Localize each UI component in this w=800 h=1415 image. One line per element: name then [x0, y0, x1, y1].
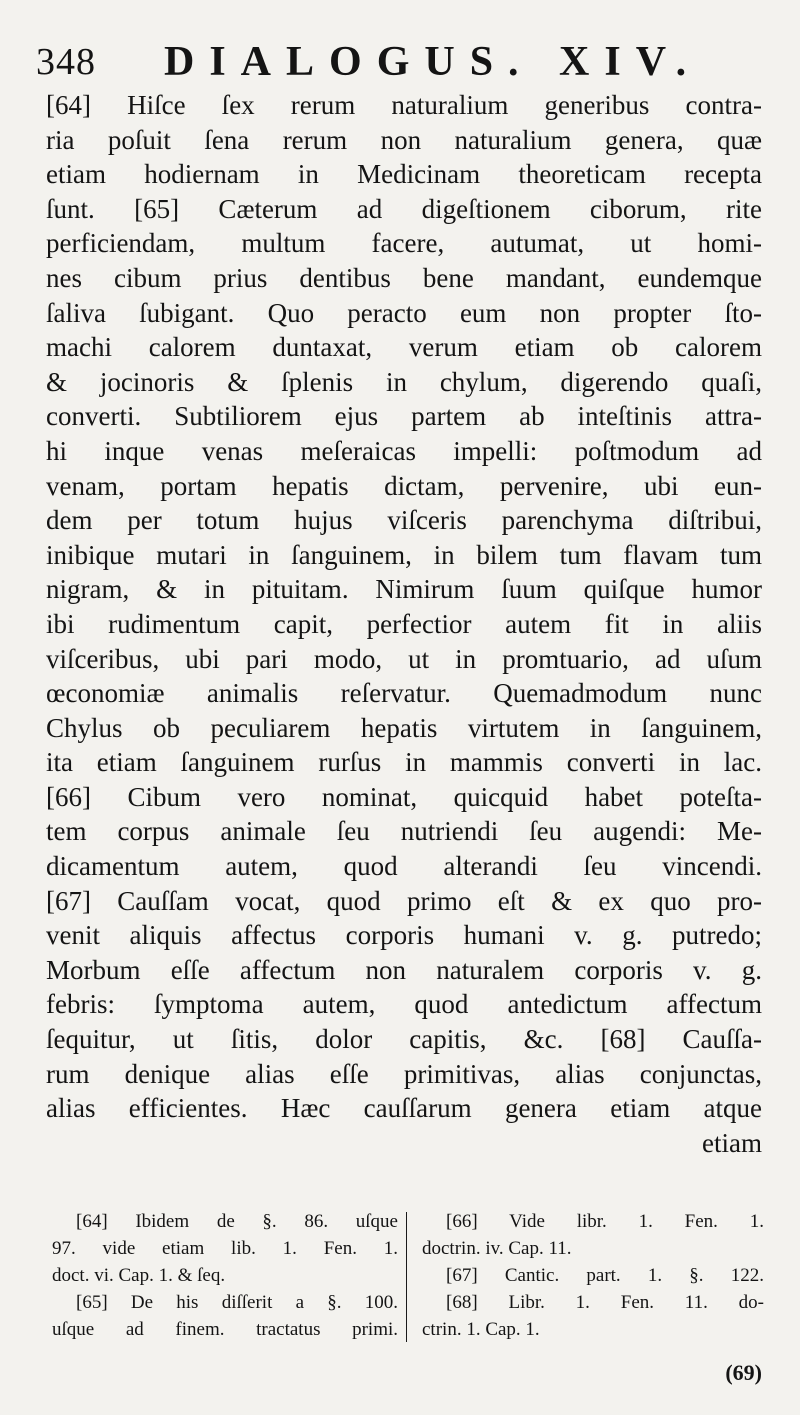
page-header	[36, 38, 756, 88]
footnote-line: [66] Vide libr. 1. Fen. 1.	[446, 1211, 764, 1232]
text-line: alias efficientes. Hæc cauſſarum genera etiam atque	[46, 1093, 762, 1124]
text-line: machi calorem duntaxat, verum etiam ob calorem	[46, 332, 762, 363]
text-line: tem corpus animale ſeu nutriendi ſeu augendi: Me-	[46, 816, 762, 847]
text-line: etiam	[702, 1127, 762, 1158]
text-line: converti. Subtiliorem ejus partem ab inteſtinis attra-	[46, 401, 762, 432]
text-line: ita etiam ſanguinem rurſus in mammis converti in lac.	[46, 747, 762, 778]
text-line: ſunt. [65] Cæterum ad digeſtionem ciborum, rite	[46, 193, 762, 224]
footnote-line: uſque ad finem. tractatus primi.	[52, 1319, 398, 1340]
footnotes	[52, 1208, 764, 1353]
footnote-line: ctrin. 1. Cap. 1.	[422, 1319, 540, 1340]
footnote-line: [64] Ibidem de §. 86. uſque	[76, 1211, 398, 1232]
running-head: DIALOGUS. XIV.	[164, 39, 702, 85]
footnotes-right-column	[422, 1208, 764, 1343]
text-line: œconomiæ animalis reſervatur. Quemadmodum nunc	[46, 678, 762, 709]
text-line: dem per totum hujus viſceris parenchyma diſtribui,	[46, 505, 762, 536]
main-text	[46, 88, 762, 1160]
text-line: dicamentum autem, quod alterandi ſeu vincendi.	[46, 851, 762, 882]
text-line: febris: ſymptoma autem, quod antedictum affectum	[46, 989, 762, 1020]
text-line: nigram, & in pituitam. Nimirum ſuum quiſque humor	[46, 574, 762, 605]
catchword: (69)	[725, 1360, 762, 1385]
footnote-line: [67] Cantic. part. 1. §. 122.	[446, 1265, 764, 1286]
text-line: perficiendam, multum facere, autumat, ut homi-	[46, 228, 762, 259]
footnote-line: 97. vide etiam lib. 1. Fen. 1.	[52, 1238, 398, 1259]
text-line: & jocinoris & ſplenis in chylum, digerendo quaſi,	[46, 366, 762, 397]
text-line: Morbum eſſe affectum non naturalem corporis v. g.	[46, 954, 762, 985]
footnotes-left-column	[52, 1208, 398, 1343]
text-line: hi inque venas meſeraicas impelli: poſtmodum ad	[46, 435, 762, 466]
text-line: ria poſuit ſena rerum non naturalium genera, quæ	[46, 124, 762, 155]
text-line: venam, portam hepatis dictam, pervenire, ubi eun-	[46, 470, 762, 501]
text-line: ſequitur, ut ſitis, dolor capitis, &c. [68] Cauſſa-	[46, 1024, 762, 1055]
text-line: [64] Hiſce ſex rerum naturalium generibus contra-	[46, 90, 762, 120]
footnote-line: [68] Libr. 1. Fen. 11. do-	[446, 1292, 764, 1313]
footnote-divider	[406, 1212, 407, 1342]
footnote-line: [65] De his diſſerit a §. 100.	[76, 1292, 398, 1313]
text-line: venit aliquis affectus corporis humani v. g. putredo;	[46, 920, 762, 951]
text-line: rum denique alias eſſe primitivas, alias conjunctas,	[46, 1058, 762, 1089]
page-number: 348	[36, 41, 96, 83]
text-line: inibique mutari in ſanguinem, in bilem tum flavam tum	[46, 539, 762, 570]
text-line: ibi rudimentum capit, perfectior autem fit in aliis	[46, 608, 762, 639]
text-line: ſaliva ſubigant. Quo peracto eum non propter ſto-	[46, 297, 762, 328]
text-line: [66] Cibum vero nominat, quicquid habet poteſta-	[46, 781, 762, 812]
text-line: nes cibum prius dentibus bene mandant, eundemque	[46, 262, 762, 293]
footnote-line: doct. vi. Cap. 1. & ſeq.	[52, 1265, 226, 1286]
text-line: Chylus ob peculiarem hepatis virtutem in ſanguinem,	[46, 712, 762, 743]
text-line: viſceribus, ubi pari modo, ut in promtuario, ad uſum	[46, 643, 762, 674]
footnote-line: doctrin. iv. Cap. 11.	[422, 1238, 572, 1259]
text-line: etiam hodiernam in Medicinam theoreticam recepta	[46, 159, 762, 190]
text-line: [67] Cauſſam vocat, quod primo eſt & ex quo pro-	[46, 885, 762, 916]
